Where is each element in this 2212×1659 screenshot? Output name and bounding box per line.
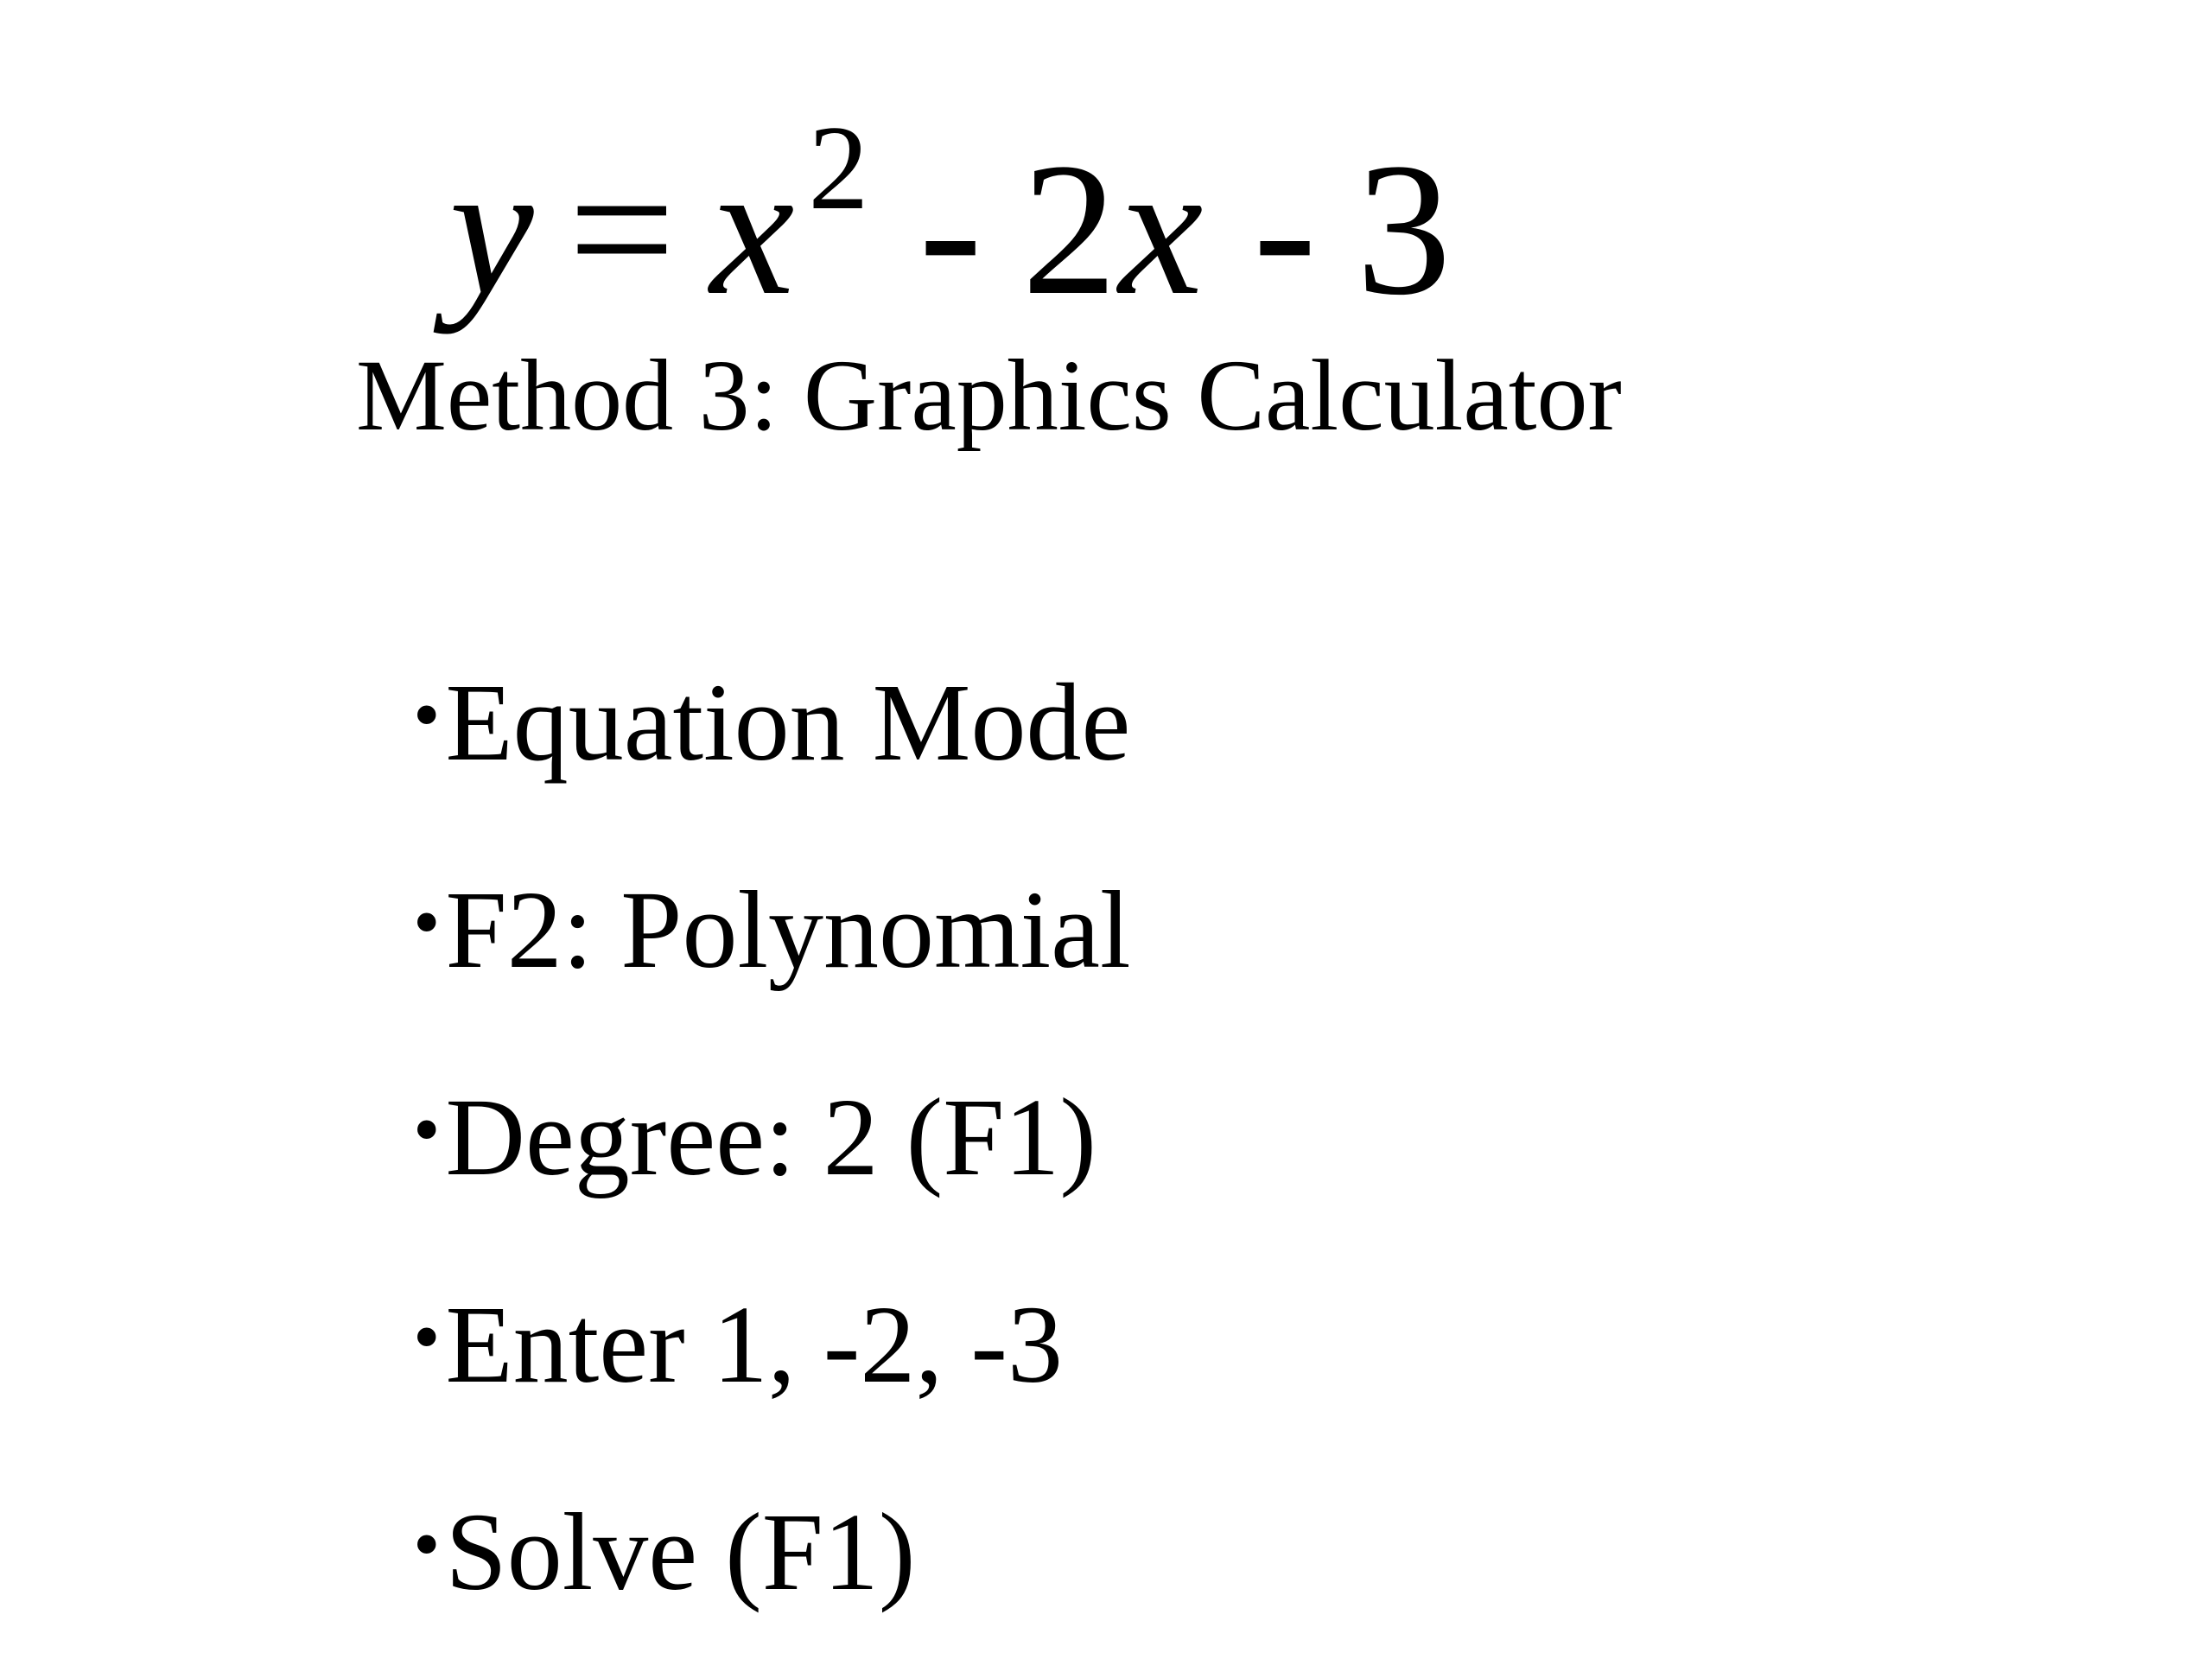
bullet-dot-icon: • (413, 1294, 441, 1380)
equation-constant: 3 (1356, 124, 1453, 334)
bullet-dot-icon: • (413, 672, 441, 758)
equation-x-linear: x (1118, 124, 1205, 334)
equation-minus-2: - (1253, 124, 1319, 334)
equation-exponent: 2 (808, 101, 871, 235)
equation (449, 101, 1453, 334)
bullet-item (413, 1445, 1131, 1652)
equation-minus-1: - (918, 124, 984, 334)
slide-title: Method 3: Graphics Calculator (356, 339, 1622, 452)
bullet-text: Enter 1, -2, -3 (445, 1283, 1063, 1406)
bullet-item (413, 1030, 1131, 1237)
equation-y: y (449, 124, 536, 334)
bullet-text: Equation Mode (445, 661, 1131, 784)
bullet-item (413, 615, 1131, 823)
bullet-text: Solve (F1) (445, 1491, 916, 1613)
bullet-text: F2: Polynomial (445, 868, 1131, 991)
bullet-item (413, 823, 1131, 1030)
bullet-text: Degree: 2 (F1) (445, 1076, 1097, 1198)
equation-equals: = (568, 124, 677, 334)
bullet-dot-icon: • (413, 1087, 441, 1173)
equation-x: x (709, 124, 797, 334)
bullet-dot-icon: • (413, 1502, 441, 1587)
equation-coefficient: 2 (1021, 124, 1119, 334)
bullet-item (413, 1237, 1131, 1445)
bullet-list (413, 615, 1131, 1652)
bullet-dot-icon: • (413, 880, 441, 965)
